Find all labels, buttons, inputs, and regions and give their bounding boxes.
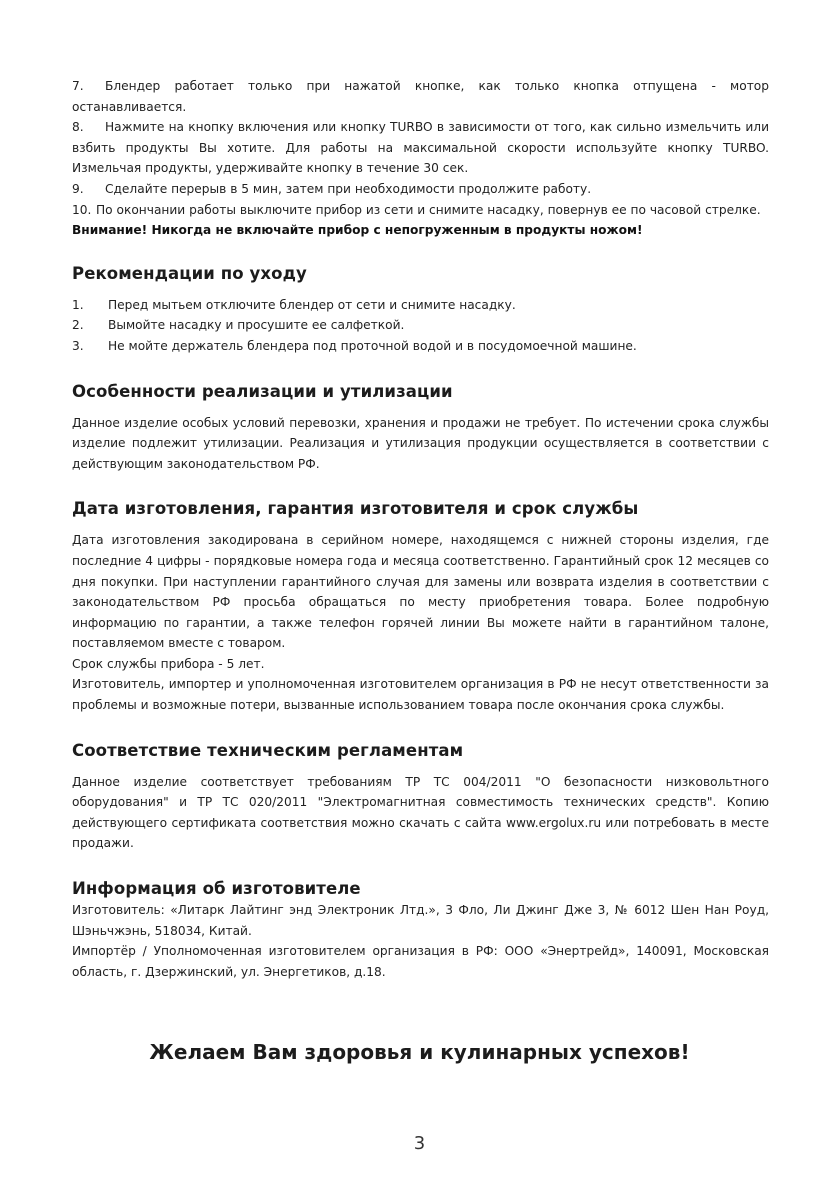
care-item	[72, 295, 769, 316]
compliance-text: Данное изделие соответствует требованиям ТР ТС 004/2011 "О безопасности низковольтного оборудования" и ТР ТС 020/2011 "Электромагнитная совместимость технических средств". Копию действующего сертификата соответствия можно скачать с сайта www.ergolux.ru или потребовать в месте продажи.	[72, 774, 769, 851]
service-life-text: Срок службы прибора - 5 лет.	[72, 656, 265, 671]
step-item	[72, 200, 769, 221]
care-item	[72, 336, 769, 357]
disposal-text: Данное изделие особых условий перевозки, хранения и продажи не требует. По истечении срока службы изделие подлежит утилизации. Реализация и утилизация продукции осуществляется в соответствии с действующим законодательством РФ.	[72, 415, 769, 471]
warranty-text: Дата изготовления закодирована в серийном номере, находящемся с нижней стороны изделия, где последние 4 цифры - порядковые номера года и месяца соответственно. Гарантийный срок 12 месяцев со дня покупки. При наступлении гарантийного случая для замены или возврата изделия в соответствии с законодательством РФ просьба обращаться по месту приобретения товара. Более подробную информацию по гарантии, а также телефон горячей линии Вы можете найти в гарантийном талоне, поставляемом вместе с товаром.	[72, 533, 769, 651]
steps-list	[72, 76, 769, 220]
liability-text: Изготовитель, импортер и уполномоченная изготовителем организация в РФ не несут ответственности за проблемы и возможные потери, вызванные использованием товара после окончания срока службы.	[72, 677, 769, 713]
compliance-heading: Соответствие техническим регламентам	[72, 740, 464, 760]
disposal-heading: Особенности реализации и утилизации	[72, 381, 453, 401]
step-item	[72, 117, 769, 179]
step-text: По окончании работы выключите прибор из сети и снимите насадку, повернув ее по часовой стрелке.	[96, 202, 761, 217]
closing-wish: Желаем Вам здоровья и кулинарных успехов!	[149, 1040, 690, 1064]
warranty-heading: Дата изготовления, гарантия изготовителя и срок службы	[72, 499, 639, 519]
step-item	[72, 76, 769, 117]
care-item	[72, 315, 769, 336]
step-item	[72, 179, 769, 200]
importer-text: Импортёр / Уполномоченная изготовителем организация в РФ: ООО «Энертрейд», 140091, Московская область, г. Дзержинский, ул. Энергетиков, д.18.	[72, 944, 769, 979]
care-item-text: Не мойте держатель блендера под проточной водой и в посудомоечной машине.	[108, 338, 637, 353]
care-heading: Рекомендации по уходу	[72, 263, 307, 283]
step-number: 7.	[72, 79, 84, 93]
care-item-text: Вымойте насадку и просушите ее салфеткой.	[108, 318, 405, 333]
care-item-number: 3.	[72, 338, 84, 353]
step-number: 8.	[72, 120, 84, 135]
safety-warning: Внимание! Никогда не включайте прибор с непогруженным в продукты ножом!	[72, 223, 643, 238]
care-list	[72, 295, 769, 357]
manufacturer-text: Изготовитель: «Литарк Лайтинг энд Электроник Лтд.», 3 Фло, Ли Джинг Дже 3, № 6012 Шен Нан Роуд, Шэньчжэнь, 518034, Китай.	[72, 903, 769, 938]
step-text: Блендер работает только при нажатой кнопке, как только кнопка отпущена - мотор останавливается.	[72, 79, 769, 114]
step-number: 10.	[72, 202, 92, 217]
step-text: Сделайте перерыв в 5 мин, затем при необходимости продолжите работу.	[105, 181, 592, 196]
document-body	[72, 76, 769, 982]
care-item-number: 1.	[72, 297, 84, 312]
care-item-number: 2.	[72, 318, 84, 333]
step-text: Нажмите на кнопку включения или кнопку TURBO в зависимости от того, как сильно измельчить или взбить продукты Вы хотите. Для работы на максимальной скорости используйте кнопку TURBO. Измельчая продукты, удерживайте кнопку в течение 30 сек.	[72, 120, 769, 176]
step-number: 9.	[72, 181, 84, 196]
page-number: 3	[413, 1133, 426, 1154]
manufacturer-heading: Информация об изготовителе	[72, 879, 361, 899]
care-item-text: Перед мытьем отключите блендер от сети и снимите насадку.	[108, 297, 516, 312]
